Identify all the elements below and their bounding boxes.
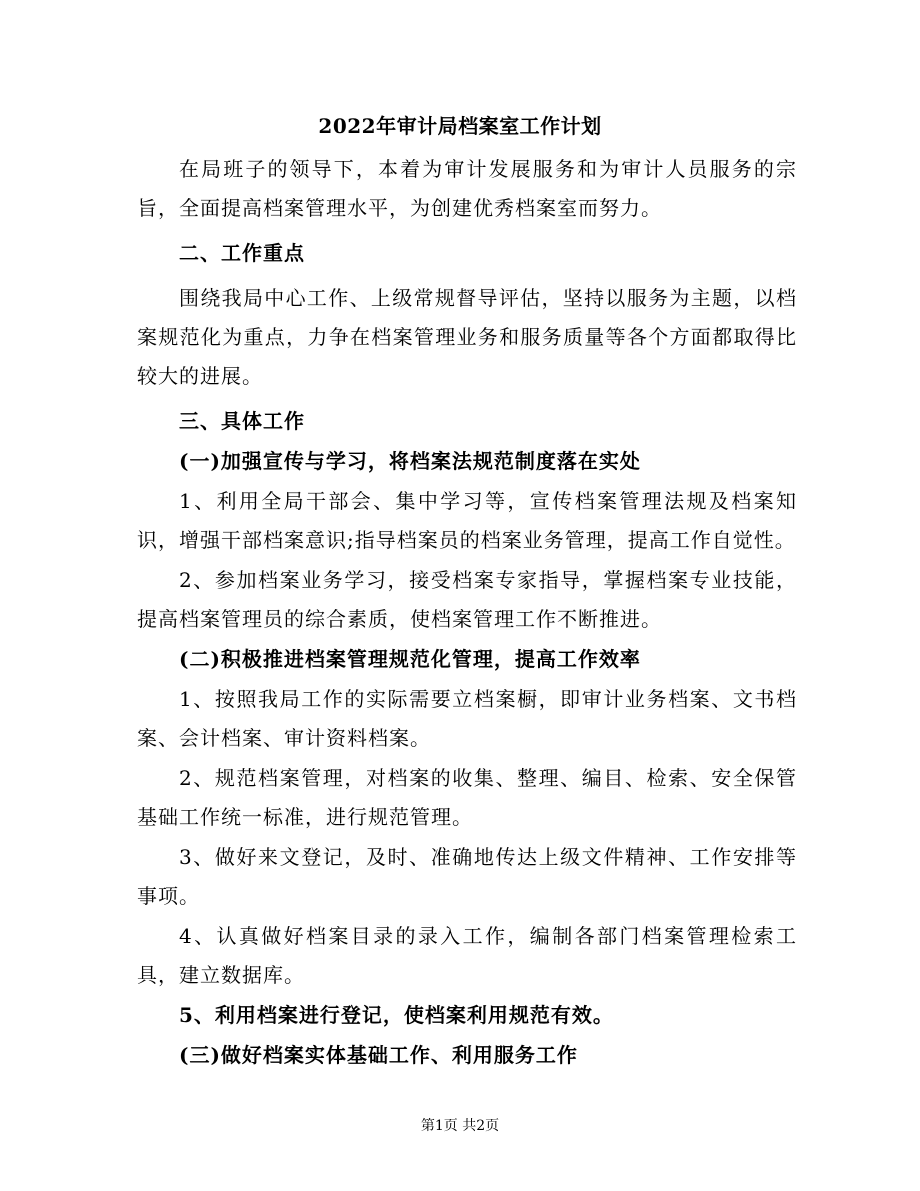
section-heading-3: 三、具体工作 [179,409,305,433]
subsection-heading-2: (二)积极推进档案管理规范化管理，提高工作效率 [179,647,641,671]
paragraph-focus: 围绕我局中心工作、上级常规督导评估，坚持以服务为主题，以档案规范化为重点，力争在档案管理业务和服务质量等各个方面都取得比较大的进展。 [137,286,797,388]
paragraph-item-1-1: 1、利用全局干部会、集中学习等，宣传档案管理法规及档案知识，增强干部档案意识;指导档案员的档案业务管理，提高工作自觉性。 [137,489,797,552]
page-number-footer: 第1页 共2页 [420,1118,500,1134]
paragraph-item-1-2: 2、参加档案业务学习，接受档案专家指导，掌握档案专业技能，提高档案管理员的综合素质，使档案管理工作不断推进。 [137,568,797,631]
paragraph-item-2-1: 1、按照我局工作的实际需要立档案橱，即审计业务档案、文书档案、会计档案、审计资料档案。 [137,687,797,750]
document-title: 2022年审计局档案室工作计划 [318,114,602,138]
subsection-heading-3: (三)做好档案实体基础工作、利用服务工作 [179,1043,578,1067]
paragraph-item-2-3: 3、做好来文登记，及时、准确地传达上级文件精神、工作安排等事项。 [137,845,797,908]
paragraph-item-2-5: 5、利用档案进行登记，使档案利用规范有效。 [179,1003,614,1027]
section-heading-2: 二、工作重点 [179,241,305,265]
intro-paragraph: 在局班子的领导下，本着为审计发展服务和为审计人员服务的宗旨，全面提高档案管理水平，为创建优秀档案室而努力。 [137,157,797,220]
paragraph-item-2-2: 2、规范档案管理，对档案的收集、整理、编目、检索、安全保管基础工作统一标准，进行规范管理。 [137,766,797,829]
paragraph-item-2-4: 4、认真做好档案目录的录入工作，编制各部门档案管理检索工具，建立数据库。 [137,924,797,987]
subsection-heading-1: (一)加强宣传与学习，将档案法规范制度落在实处 [179,449,641,473]
document-body [137,150,797,1075]
